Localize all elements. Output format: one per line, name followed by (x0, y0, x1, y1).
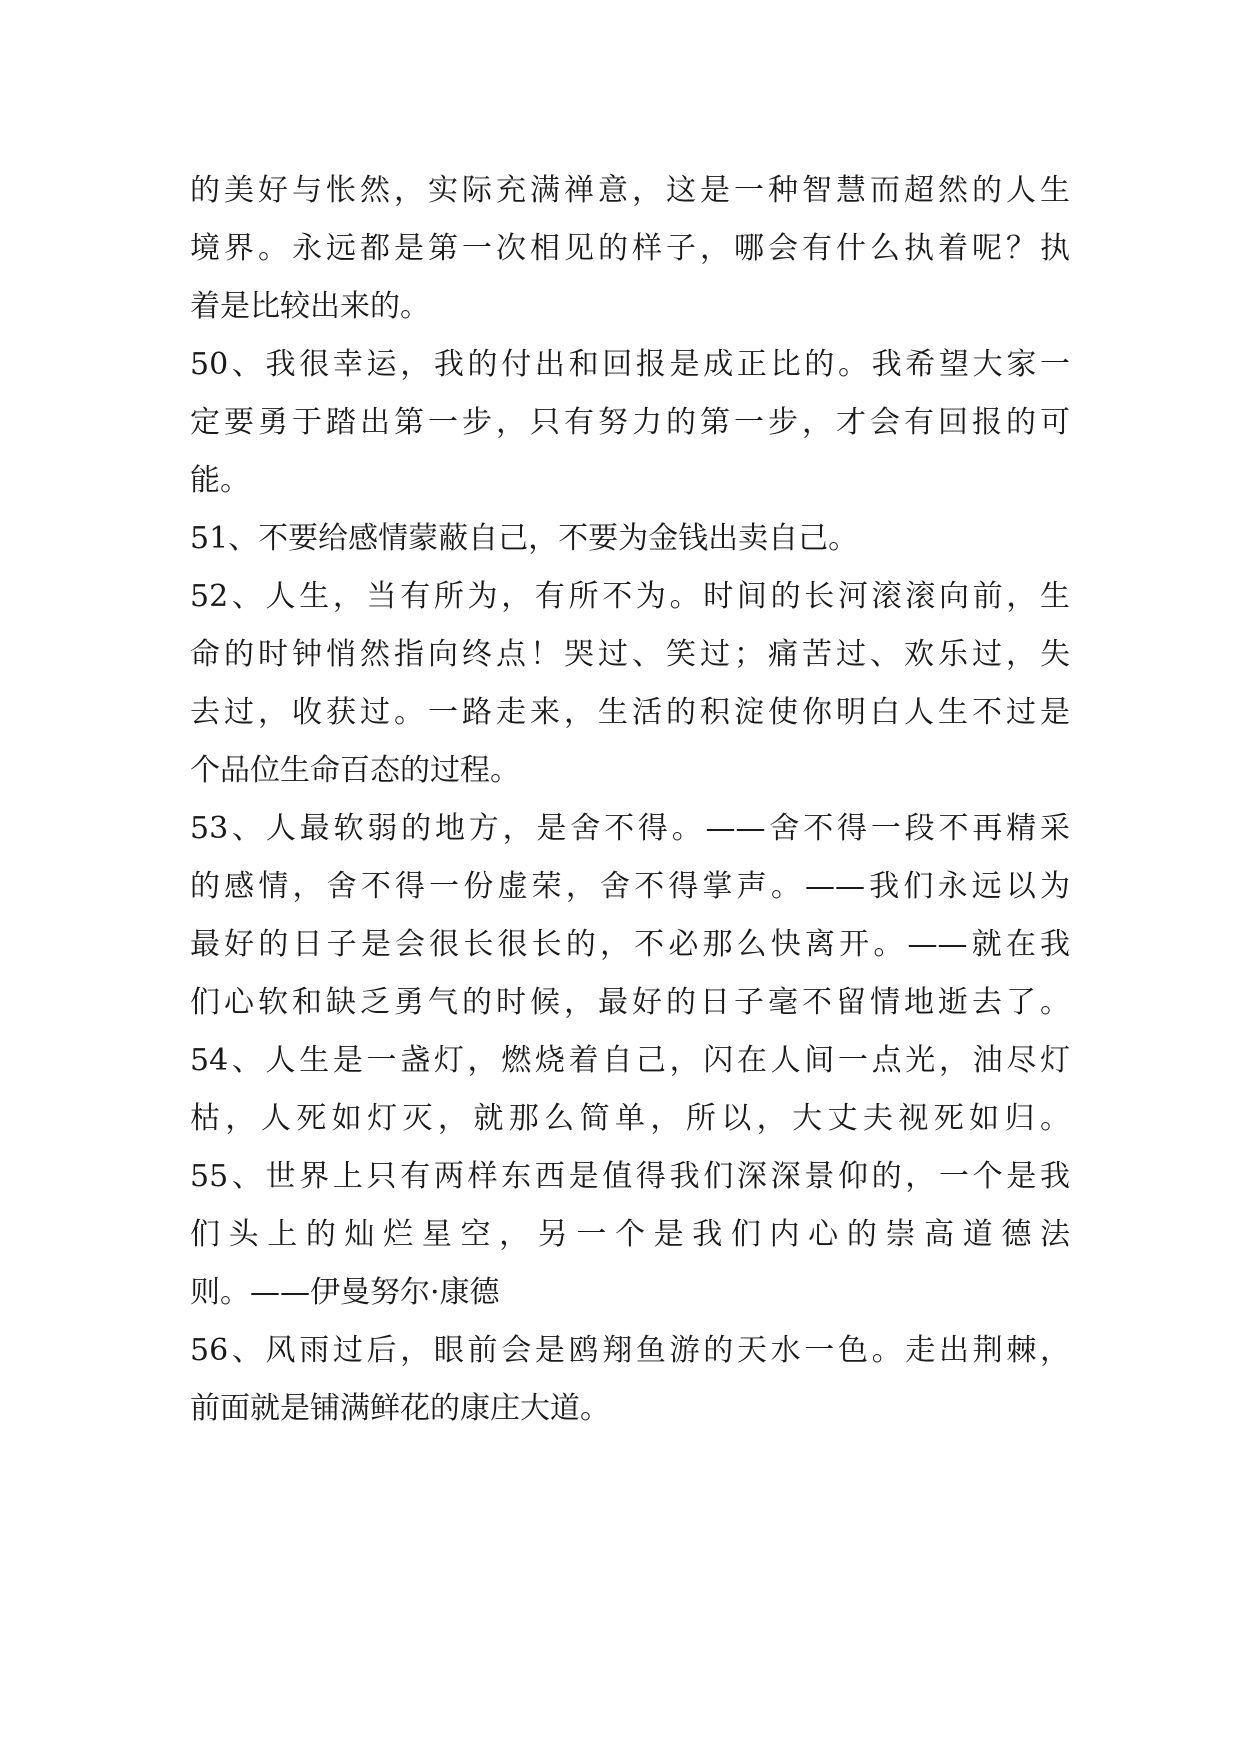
text-line: 的美好与怅然，实际充满禅意，这是一种智慧而超然的人生 (190, 173, 1070, 208)
text-line: 去过，收获过。一路走来，生活的积淀使你明白人生不过是 (190, 695, 1070, 730)
text-line: 最好的日子是会很长很长的，不必那么快离开。——就在我 (190, 927, 1070, 962)
text-line: 54、人生是一盏灯，燃烧着自己，闪在人间一点光，油尽灯 (190, 1043, 1070, 1078)
text-line: 51、不要给感情蒙蔽自己，不要为金钱出卖自己。 (190, 521, 859, 556)
text-line: 能。 (190, 463, 250, 498)
text-line: 命的时钟悄然指向终点！哭过、笑过；痛苦过、欢乐过，失 (190, 637, 1070, 672)
text-line: 的感情，舍不得一份虚荣，舍不得掌声。——我们永远以为 (190, 869, 1070, 904)
text-line: 56、风雨过后，眼前会是鸥翔鱼游的天水一色。走出荆棘， (190, 1333, 1070, 1368)
text-line: 境界。永远都是第一次相见的样子，哪会有什么执着呢？执 (190, 231, 1070, 266)
text-line: 53、人最软弱的地方，是舍不得。——舍不得一段不再精采 (190, 811, 1070, 846)
text-line: 55、世界上只有两样东西是值得我们深深景仰的，一个是我 (190, 1159, 1070, 1194)
text-line: 着是比较出来的。 (190, 289, 430, 324)
document-body (190, 162, 1070, 1438)
text-line: 个品位生命百态的过程。 (190, 753, 520, 788)
text-line: 枯，人死如灯灭，就那么简单，所以，大丈夫视死如归。 (190, 1101, 1070, 1136)
text-line: 们头上的灿烂星空，另一个是我们内心的崇高道德法 (190, 1217, 1070, 1252)
text-line: 定要勇于踏出第一步，只有努力的第一步，才会有回报的可 (190, 405, 1070, 440)
text-line: 们心软和缺乏勇气的时候，最好的日子毫不留情地逝去了。 (190, 985, 1070, 1020)
text-line: 前面就是铺满鲜花的康庄大道。 (190, 1391, 610, 1426)
text-line: 52、人生，当有所为，有所不为。时间的长河滚滚向前，生 (190, 579, 1070, 614)
text-line: 50、我很幸运，我的付出和回报是成正比的。我希望大家一 (190, 347, 1070, 382)
text-line: 则。——伊曼努尔·康德 (190, 1275, 500, 1310)
